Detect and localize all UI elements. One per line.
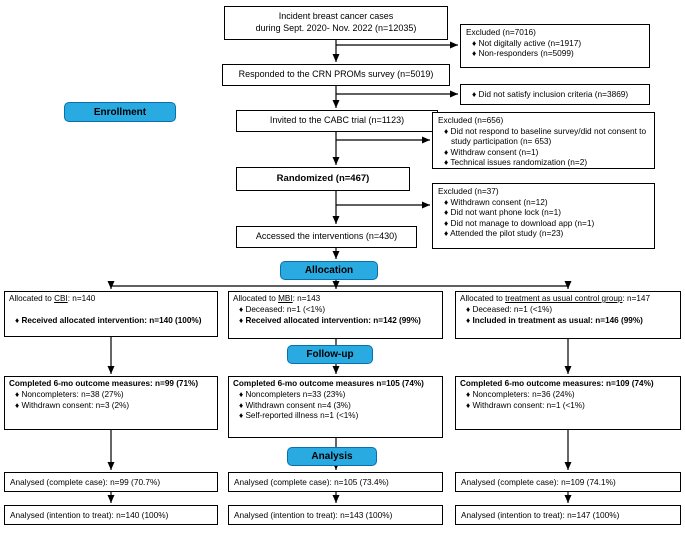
allocated-tau-included: ♦ Included in treatment as usual: n=146 (99%) — [466, 315, 643, 325]
incident-cases-box — [224, 6, 448, 40]
followup-tau-box — [455, 376, 681, 430]
incident-cases-line2: during Sept. 2020- Nov. 2022 (n=12035) — [255, 23, 417, 33]
allocation-stage-pill — [280, 261, 378, 280]
analysis-mbi-complete-case-label: Analysed (complete case): n=105 (73.4%) — [234, 476, 389, 487]
followup-cbi-item: ♦ Noncompleters: n=38 (27%) — [15, 389, 124, 399]
followup-tau-completed: Completed 6-mo outcome measures: n=109 (74%) — [460, 379, 654, 388]
accessed-interventions-box — [236, 226, 417, 248]
allocated-mbi-received: ♦ Received allocated intervention: n=142 (99%) — [239, 315, 421, 325]
responded-survey-box — [222, 64, 450, 86]
excluded-survey-title: Excluded (n=7016) — [466, 27, 536, 37]
analysis-mbi-complete-case-box — [228, 472, 443, 492]
accessed-interventions-label: Accessed the interventions (n=430) — [255, 231, 398, 242]
excluded-intervention-box — [432, 183, 655, 249]
allocated-tau-box — [455, 291, 681, 339]
allocated-mbi-prefix: Allocated to — [233, 294, 279, 303]
excluded-randomization-box — [432, 112, 655, 169]
enrollment-stage-pill — [64, 102, 176, 122]
excluded-inclusion-criteria-box — [460, 84, 650, 105]
allocated-cbi-title — [9, 294, 213, 305]
analysis-tau-complete-case-label: Analysed (complete case): n=109 (74.1%) — [461, 476, 616, 487]
followup-tau-item: ♦ Withdrawn consent: n=1 (<1%) — [466, 400, 585, 410]
excluded-survey-item: ♦ Not digitally active (n=1917) — [472, 37, 582, 48]
followup-mbi-completed: Completed 6-mo outcome measures n=105 (74%) — [233, 379, 424, 388]
excluded-intervention-item: ♦ Did not manage to download app (n=1) — [444, 217, 595, 228]
excluded-intervention-item: ♦ Attended the pilot study (n=23) — [444, 228, 564, 239]
invited-trial-label: Invited to the CABC trial (n=1123) — [269, 115, 405, 126]
analysis-cbi-complete-case-label: Analysed (complete case): n=99 (70.7%) — [10, 476, 161, 487]
allocated-cbi-box — [4, 291, 218, 337]
allocated-mbi-suffix: : n=143 — [292, 294, 321, 303]
allocation-stage-label: Allocation — [304, 265, 354, 276]
excluded-intervention-item: ♦ Withdrawn consent (n=12) — [444, 196, 548, 207]
followup-mbi-item: ♦ Noncompleters n=33 (23%) — [239, 389, 346, 399]
allocated-mbi-title — [233, 294, 438, 305]
analysis-cbi-itt-box — [4, 505, 218, 525]
excluded-survey-box — [460, 24, 650, 68]
analysis-tau-itt-label: Analysed (intention to treat): n=147 (100%) — [461, 509, 620, 520]
followup-mbi-box — [228, 376, 443, 438]
excluded-randomization-item: ♦ Technical issues randomization (n=2) — [444, 157, 588, 168]
followup-mbi-item: ♦ Self-reported illness n=1 (<1%) — [239, 411, 359, 421]
incident-cases-line1: Incident breast cancer cases — [278, 11, 394, 22]
followup-cbi-box — [4, 376, 218, 430]
allocated-tau-prefix: Allocated to — [460, 294, 506, 303]
followup-cbi-completed: Completed 6-mo outcome measures: n=99 (71%) — [9, 379, 199, 388]
analysis-mbi-itt-label: Analysed (intention to treat): n=143 (100%) — [234, 509, 393, 520]
followup-cbi-item: ♦ Withdrawn consent: n=3 (2%) — [15, 400, 130, 410]
allocated-mbi-group: MBI — [278, 294, 293, 303]
allocated-cbi-suffix: : n=140 — [67, 294, 96, 303]
allocated-tau-deceased: ♦ Deceased: n=1 (<1%) — [466, 304, 553, 314]
invited-trial-box — [236, 110, 438, 132]
followup-tau-item: ♦ Noncompleters: n=36 (24%) — [466, 389, 575, 399]
followup-stage-label: Follow-up — [306, 349, 354, 360]
randomized-label: Randomized (n=467) — [276, 172, 370, 184]
excluded-survey-item: ♦ Non-responders (n=5099) — [472, 48, 574, 59]
analysis-mbi-itt-box — [228, 505, 443, 525]
responded-survey-label: Responded to the CRN PROMs survey (n=5019) — [238, 69, 434, 80]
excluded-randomization-item: ♦ Did not respond to baseline survey/did not consent to study participation (n= 653) — [444, 125, 647, 147]
analysis-cbi-itt-label: Analysed (intention to treat): n=140 (100%) — [10, 509, 169, 520]
analysis-stage-pill — [287, 447, 377, 466]
allocated-tau-group: treatment as usual control group — [505, 294, 623, 303]
analysis-stage-label: Analysis — [311, 451, 353, 462]
analysis-tau-itt-box — [455, 505, 681, 525]
excluded-inclusion-criteria-item: ♦ Did not satisfy inclusion criteria (n=3869) — [472, 89, 629, 100]
allocated-cbi-group: CBI — [54, 294, 68, 303]
enrollment-stage-label: Enrollment — [93, 106, 147, 118]
excluded-intervention-title: Excluded (n=37) — [438, 186, 499, 196]
followup-stage-pill — [287, 345, 373, 364]
allocated-tau-title — [460, 294, 676, 305]
allocated-cbi-prefix: Allocated to — [9, 294, 55, 303]
excluded-randomization-title: Excluded (n=656) — [438, 115, 504, 125]
excluded-randomization-item: ♦ Withdraw consent (n=1) — [444, 146, 539, 157]
allocated-mbi-deceased: ♦ Deceased: n=1 (<1%) — [239, 304, 326, 314]
allocated-cbi-received: ♦ Received allocated intervention: n=140 (100%) — [15, 315, 202, 325]
analysis-cbi-complete-case-box — [4, 472, 218, 492]
randomized-box — [236, 167, 410, 191]
excluded-intervention-item: ♦ Did not want phone lock (n=1) — [444, 207, 561, 218]
followup-mbi-item: ♦ Withdrawn consent n=4 (3%) — [239, 400, 351, 410]
analysis-tau-complete-case-box — [455, 472, 681, 492]
allocated-tau-suffix: : n=147 — [622, 294, 651, 303]
allocated-mbi-box — [228, 291, 443, 339]
